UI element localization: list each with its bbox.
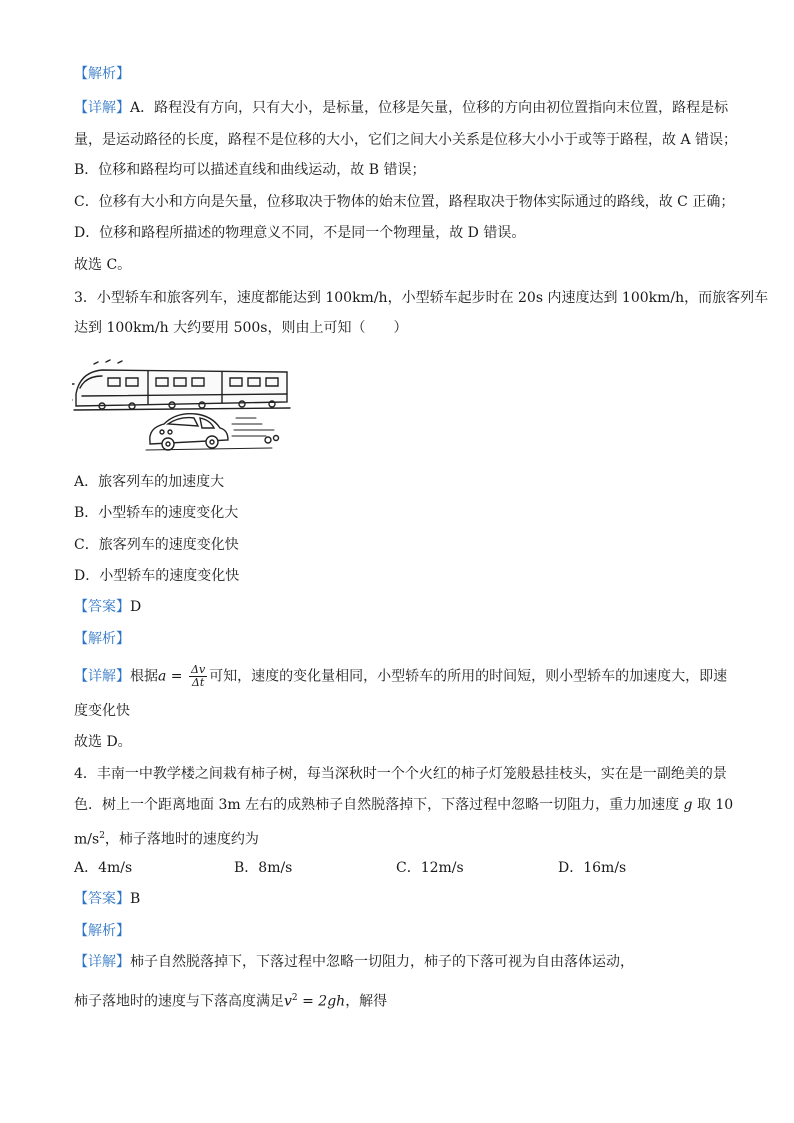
question-4-detail-line2 xyxy=(74,988,724,1008)
formula-equals: = xyxy=(166,668,187,685)
detail-text-line2: 量，是运动路径的长度，路程不是位移的大小，它们之间大小关系是位移大小小于或等于路程，故 A 错误； xyxy=(74,132,738,148)
answer-value: B xyxy=(130,891,141,907)
question-4-stem-line2 xyxy=(74,795,734,815)
question-3-answer xyxy=(74,597,724,617)
formula-velocity: v xyxy=(284,993,292,1010)
question-4-option-b: B．8m/s xyxy=(234,860,293,876)
choice-statement: 故选 C。 xyxy=(74,257,132,273)
question-4-stem-line3 xyxy=(74,826,724,846)
analysis-heading: 【解析】 xyxy=(74,66,130,82)
stem-text: 色．树上一个距离地面 3m 左右的成熟柿子自然脱落掉下，下落过程中忽略一切阻力，重力加速度 xyxy=(74,797,684,813)
gravity-symbol: g xyxy=(683,797,693,813)
detail-tag: 【详解】 xyxy=(74,100,130,116)
answer-value: D xyxy=(130,599,142,615)
question-4-detail xyxy=(74,952,724,972)
formula-exponent: 2 xyxy=(291,993,298,1003)
question-3-stem-line2: 达到 100km/h 大约要用 500s，则由上可知（ ） xyxy=(74,320,408,336)
formula-numerator: Δv xyxy=(191,663,206,676)
stem-text-cont: 取 10 xyxy=(692,797,734,813)
answer-tag: 【答案】 xyxy=(74,891,130,907)
detail-text-pre: 柿子落地时的速度与下落高度满足 xyxy=(74,993,284,1010)
train-and-car-illustration xyxy=(72,354,292,454)
option-b-explanation: B．位移和路程均可以描述直线和曲线运动，故 B 错误； xyxy=(74,162,426,178)
question-4-answer xyxy=(74,889,724,909)
unit-exponent: 2 xyxy=(99,831,105,841)
question-4-options xyxy=(74,858,724,878)
formula-variable: a xyxy=(158,668,167,685)
detail-text: 根据 xyxy=(130,668,158,685)
question-3-option-c: C．旅客列车的速度变化快 xyxy=(74,537,239,553)
acceleration-formula xyxy=(189,664,207,689)
question-3-detail-line2: 度变化快 xyxy=(74,703,130,719)
question-3-stem: 3．小型轿车和旅客列车，速度都能达到 100km/h，小型轿车起步时在 20s 内速度达到 100km/h，而旅客列车 xyxy=(74,290,769,306)
stem-text-end: ，柿子落地时的速度约为 xyxy=(104,831,259,848)
question-4-analysis-heading: 【解析】 xyxy=(74,923,130,939)
question-3-detail xyxy=(74,663,728,689)
question-3-option-d: D．小型轿车的速度变化快 xyxy=(74,568,240,584)
answer-tag: 【答案】 xyxy=(74,599,130,615)
option-d-explanation: D．位移和路程所描述的物理意义不同，不是同一个物理量，故 D 错误。 xyxy=(74,225,526,241)
question-4-option-c: C．12m/s xyxy=(396,860,464,876)
question-4-stem: 4．丰南一中教学楼之间栽有柿子树，每当深秋时一个个火红的柿子灯笼般悬挂枝头，实在是一副绝美的景 xyxy=(74,766,727,782)
detail-tag: 【详解】 xyxy=(74,954,130,970)
question-4-option-d: D．16m/s xyxy=(558,860,627,876)
option-c-explanation: C．位移有大小和方向是矢量，位移取决于物体的始末位置，路程取决于物体实际通过的路线，故 C 正确； xyxy=(74,194,735,210)
question-4-option-a: A．4m/s xyxy=(74,860,133,876)
question-3-option-b: B．小型轿车的速度变化大 xyxy=(74,505,239,521)
detail-text-cont: 可知，速度的变化量相同，小型轿车的所用的时间短，则小型轿车的加速度大，即速 xyxy=(209,668,728,685)
detail-text: 柿子自然脱落掉下，下落过程中忽略一切阻力，柿子的下落可视为自由落体运动， xyxy=(130,954,634,970)
unit-text: m/s xyxy=(74,831,100,848)
detail-text: A．路程没有方向，只有大小，是标量，位移是矢量，位移的方向由初位置指向末位置，路程是标 xyxy=(130,100,729,116)
detail-tag: 【详解】 xyxy=(74,668,130,685)
question-3-option-a: A．旅客列车的加速度大 xyxy=(74,474,225,490)
formula-denominator: Δt xyxy=(191,676,205,689)
question-3-choice: 故选 D。 xyxy=(74,734,132,750)
detail-paragraph xyxy=(74,98,729,118)
question-3-analysis-heading: 【解析】 xyxy=(74,631,130,647)
formula-rest: = 2gh xyxy=(297,993,346,1010)
detail-text-post: ，解得 xyxy=(345,993,388,1010)
